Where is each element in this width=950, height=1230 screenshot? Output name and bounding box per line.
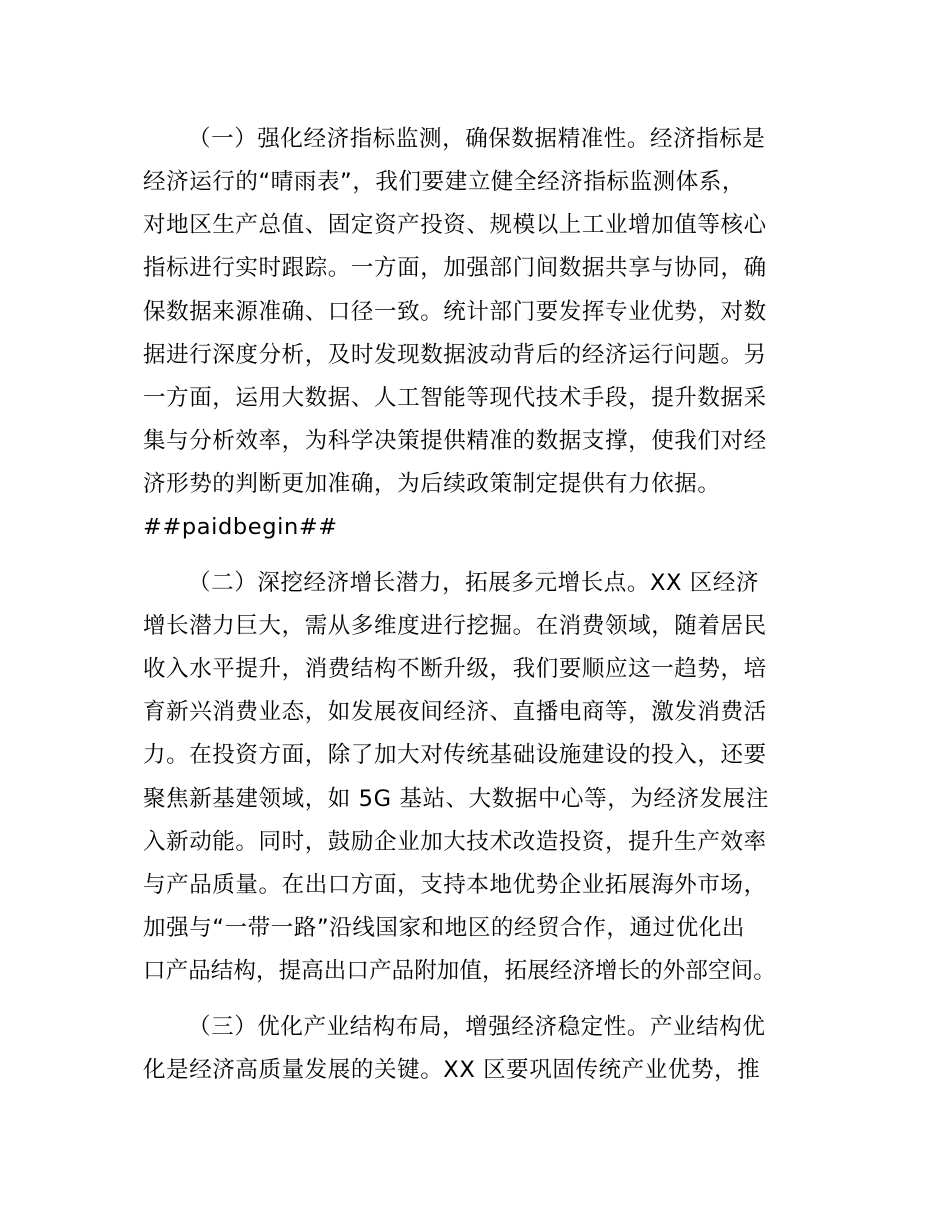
- paid-begin-marker: ##paidbegin##: [143, 514, 338, 540]
- paragraph-1-line-6: 据进行深度分析，及时发现数据波动背后的经济运行问题。另: [143, 342, 767, 368]
- paragraph-2-line-5: 力。在投资方面，除了加大对传统基础设施建设的投入，还要: [143, 742, 767, 768]
- paragraph-2-line-8: 与产品质量。在出口方面，支持本地优势企业拓展海外市场，: [143, 872, 767, 898]
- paragraph-2-line-4: 育新兴消费业态，如发展夜间经济、直播电商等，激发消费活: [143, 699, 767, 725]
- paragraph-2-line-2: 增长潜力巨大，需从多维度进行挖掘。在消费领域，随着居民: [143, 613, 767, 639]
- paragraph-2-line-1: （二）深挖经济增长潜力，拓展多元增长点。XX 区经济: [188, 570, 760, 596]
- paragraph-1-line-1: （一）强化经济指标监测，确保数据精准性。经济指标是: [188, 126, 766, 152]
- paragraph-1-line-4: 指标进行实时跟踪。一方面，加强部门间数据共享与协同，确: [143, 255, 767, 281]
- paragraph-3-line-2: 化是经济高质量发展的关键。XX 区要巩固传统产业优势，推: [143, 1057, 761, 1083]
- paragraph-2-line-9: 加强与“一带一路”沿线国家和地区的经贸合作，通过优化出: [143, 915, 746, 941]
- paragraph-1-line-9: 济形势的判断更加准确，为后续政策制定提供有力依据。: [143, 471, 721, 497]
- paragraph-2-line-10: 口产品结构，提高出口产品附加值，拓展经济增长的外部空间。: [143, 958, 776, 984]
- paragraph-1-line-2: 经济运行的“晴雨表”，我们要建立健全经济指标监测体系，: [143, 169, 746, 195]
- paragraph-1-line-7: 一方面，运用大数据、人工智能等现代技术手段，提升数据采: [143, 385, 767, 411]
- paragraph-1-line-3: 对地区生产总值、固定资产投资、规模以上工业增加值等核心: [143, 212, 767, 238]
- paragraph-3-line-1: （三）优化产业结构布局，增强经济稳定性。产业结构优: [188, 1014, 766, 1040]
- paragraph-1-line-5: 保数据来源准确、口径一致。统计部门要发挥专业优势，对数: [143, 299, 767, 325]
- paragraph-2-line-7: 入新动能。同时，鼓励企业加大技术改造投资，提升生产效率: [143, 829, 767, 855]
- paragraph-2-line-6: 聚焦新基建领域，如 5G 基站、大数据中心等，为经济发展注: [143, 786, 769, 812]
- paragraph-2-line-3: 收入水平提升，消费结构不断升级，我们要顺应这一趋势，培: [143, 656, 767, 682]
- paragraph-1-line-8: 集与分析效率，为科学决策提供精准的数据支撑，使我们对经: [143, 428, 767, 454]
